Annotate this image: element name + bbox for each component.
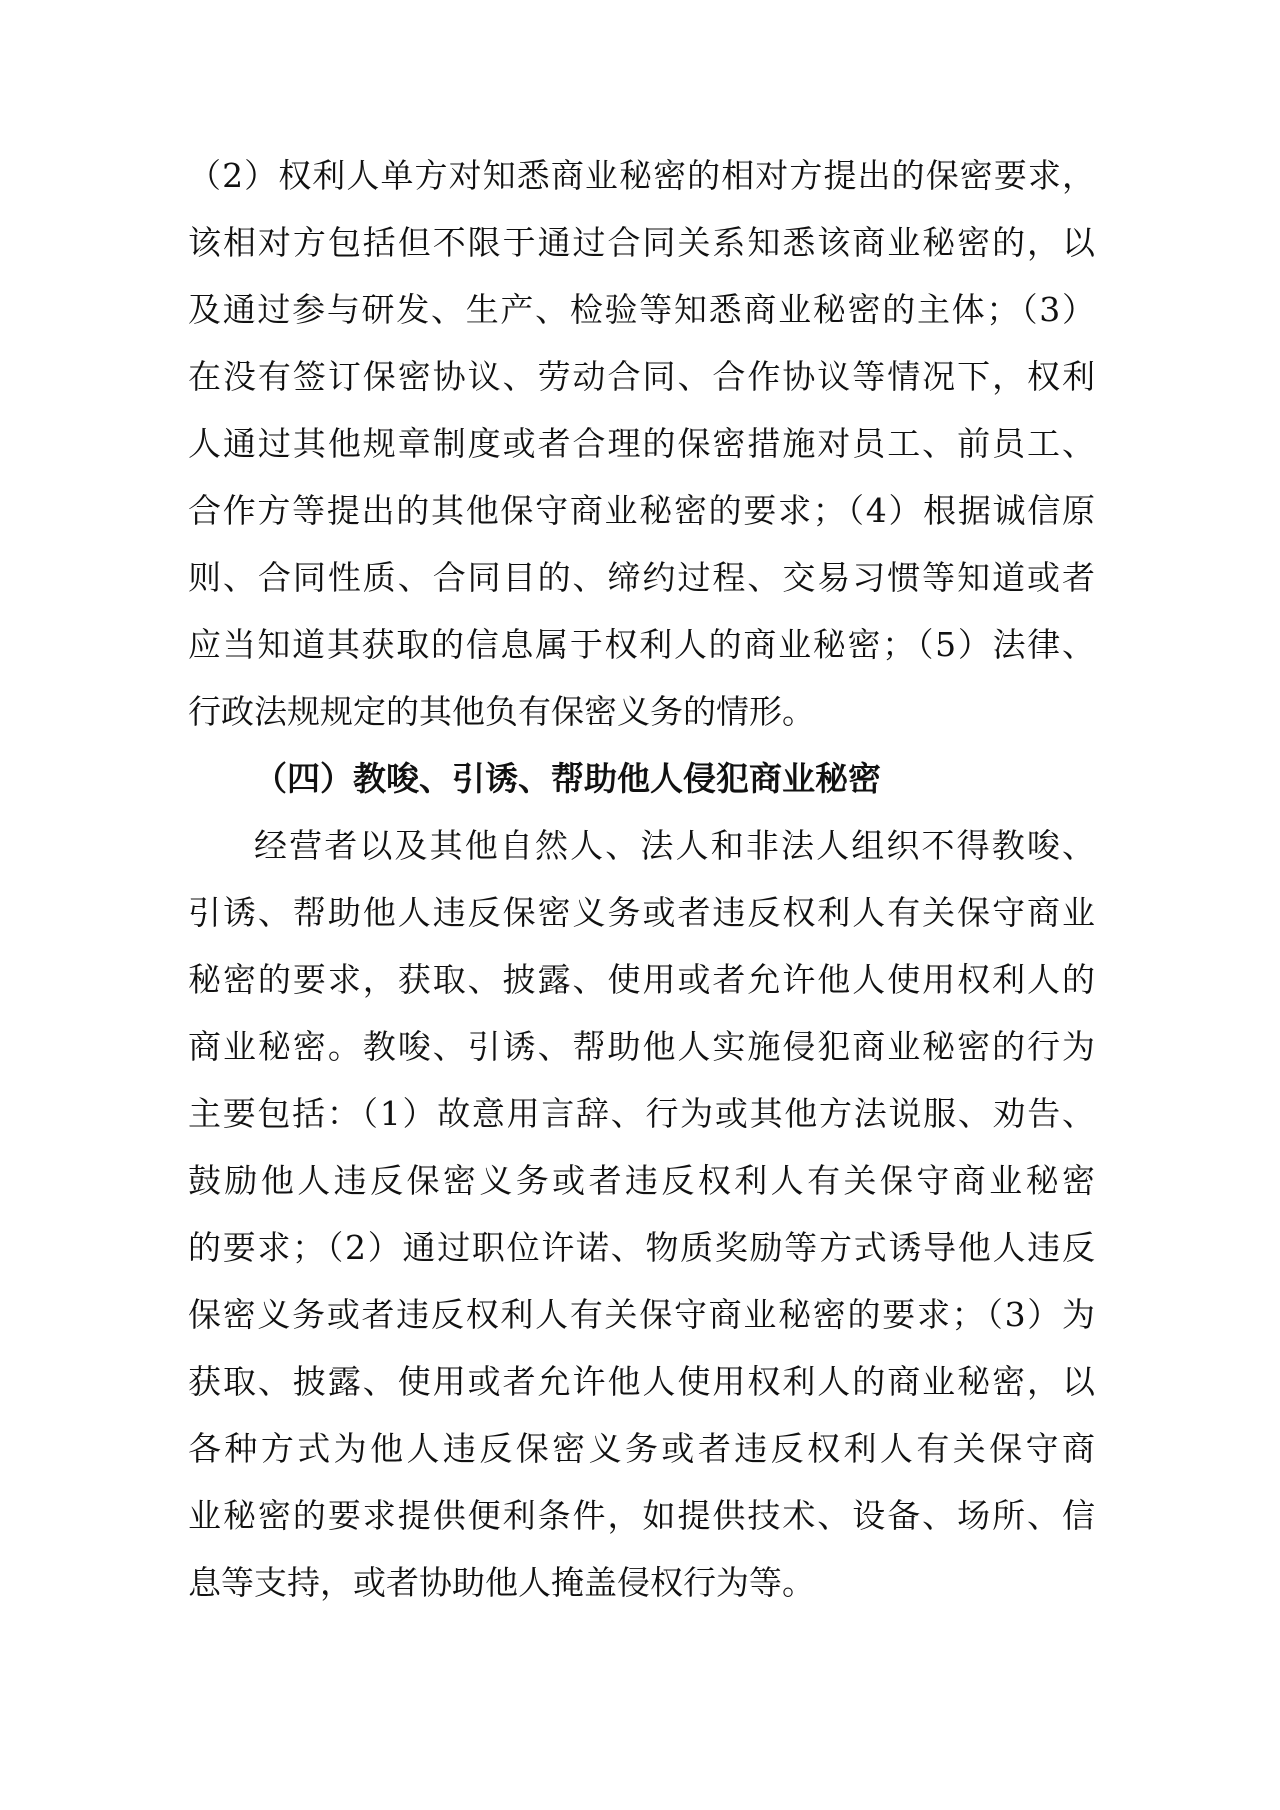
body-line: 各种方式为他人违反保密义务或者违反权利人有关保守商 — [188, 1429, 1095, 1468]
document-text-block — [188, 142, 1095, 1616]
body-line: 则、合同性质、合同目的、缔约过程、交易习惯等知道或者 — [188, 558, 1095, 597]
body-line: 鼓励他人违反保密义务或者违反权利人有关保守商业秘密 — [188, 1161, 1095, 1200]
body-line: 在没有签订保密协议、劳动合同、合作协议等情况下，权利 — [188, 357, 1095, 396]
body-line: 人通过其他规章制度或者合理的保密措施对员工、前员工、 — [188, 424, 1095, 463]
body-line: 商业秘密。教唆、引诱、帮助他人实施侵犯商业秘密的行为 — [188, 1027, 1095, 1066]
body-line: 保密义务或者违反权利人有关保守商业秘密的要求；（3）为 — [188, 1295, 1095, 1334]
body-line: 秘密的要求，获取、披露、使用或者允许他人使用权利人的 — [188, 960, 1095, 999]
body-line: 及通过参与研发、生产、检验等知悉商业秘密的主体；（3） — [188, 290, 1095, 329]
body-line: 息等支持，或者协助他人掩盖侵权行为等。 — [188, 1563, 815, 1602]
body-line: 业秘密的要求提供便利条件，如提供技术、设备、场所、信 — [188, 1496, 1095, 1535]
body-line: （2）权利人单方对知悉商业秘密的相对方提出的保密要求， — [188, 156, 1095, 195]
body-line: 获取、披露、使用或者允许他人使用权利人的商业秘密，以 — [188, 1362, 1095, 1401]
section-heading: （四）教唆、引诱、帮助他人侵犯商业秘密 — [254, 759, 881, 798]
body-line: 行政法规规定的其他负有保密义务的情形。 — [188, 692, 815, 731]
body-line: 该相对方包括但不限于通过合同关系知悉该商业秘密的，以 — [188, 223, 1095, 262]
body-line: 应当知道其获取的信息属于权利人的商业秘密；（5）法律、 — [188, 625, 1095, 664]
body-line: 引诱、帮助他人违反保密义务或者违反权利人有关保守商业 — [188, 893, 1095, 932]
body-line: 合作方等提出的其他保守商业秘密的要求；（4）根据诚信原 — [188, 491, 1095, 530]
body-line: 经营者以及其他自然人、法人和非法人组织不得教唆、 — [254, 826, 1095, 865]
body-line: 的要求；（2）通过职位许诺、物质奖励等方式诱导他人违反 — [188, 1228, 1095, 1267]
body-line: 主要包括：（1）故意用言辞、行为或其他方法说服、劝告、 — [188, 1094, 1095, 1133]
